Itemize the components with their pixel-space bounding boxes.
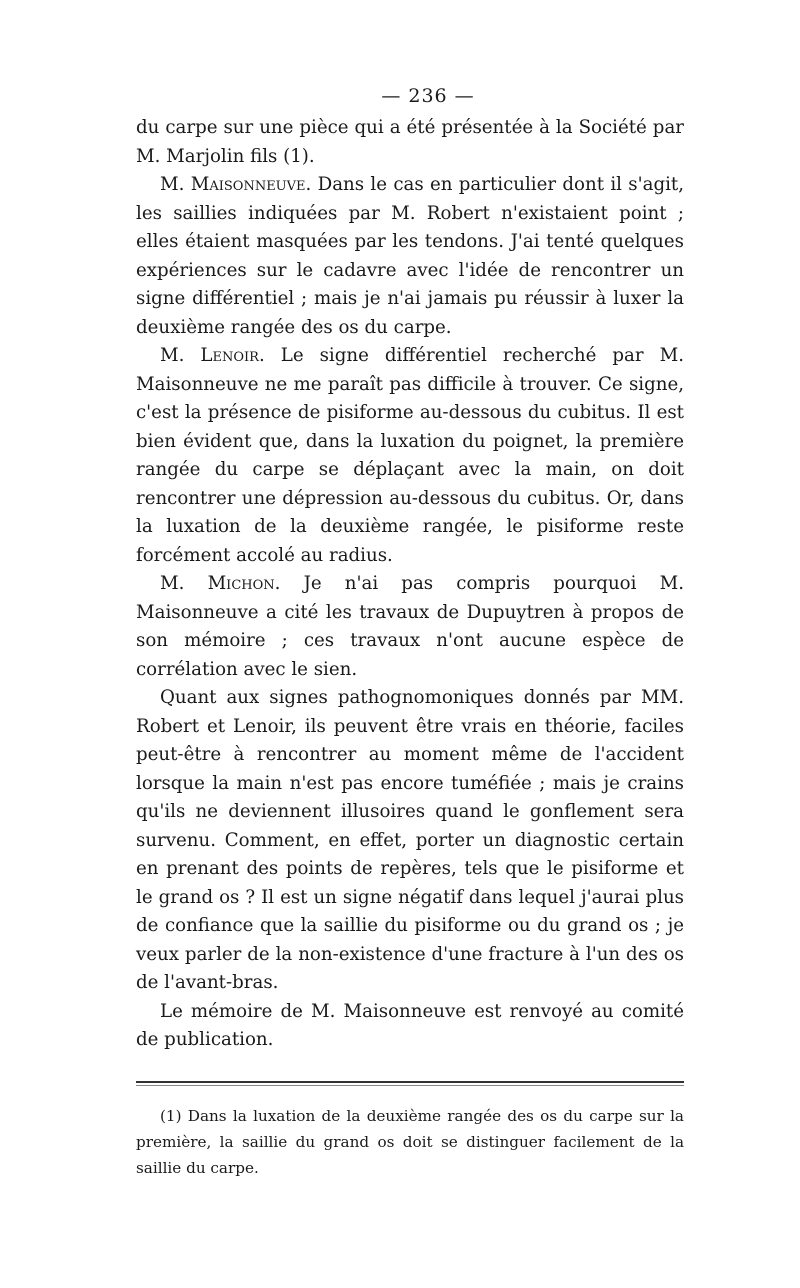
paragraph-text: Quant aux signes pathognomoniques donnés par MM. Robert et Lenoir, ils peuvent être vrais en théorie, faciles peut-être à rencontrer au moment même de l'accident lorsque la main n'est pas encore tuméfiée ; mais je crains qu'ils ne deviennent illusoires quand le gonflement sera survenu. Comment, en effet, porter un diagnostic certain en prenant des points de repères, tels que le pisiforme et le grand os ? Il est un signe négatif dans lequel j'aurai plus de confiance que la saillie du pisiforme ou du grand os ; je veux parler de la non-existence d'une fracture à l'un des os de l'avant-bras. [136, 687, 684, 993]
paragraph-michon [136, 570, 684, 684]
speaker-prefix: M. [160, 573, 208, 594]
paragraph-lenoir [136, 342, 684, 570]
page-number: — 236 — [381, 85, 475, 107]
paragraph-text: Dans le cas en particulier dont il s'agit, les saillies indiquées par M. Robert n'existaient point ; elles étaient masquées par les tendons. J'ai tenté quelques expériences sur le cadavre avec l'idée de rencontrer un signe différentiel ; mais je n'ai jamais pu réussir à luxer la deuxième rangée des os du carpe. [136, 174, 685, 338]
footnote-marker: (1) [160, 1106, 182, 1125]
speaker-prefix: M. [160, 174, 191, 195]
footnote-text: Dans la luxation de la deuxième rangée des os du carpe sur la première, la saillie du grand os doit se distinguer facilement de la saillie du carpe. [136, 1106, 684, 1177]
footnote-paragraph [136, 1103, 684, 1181]
footnote [136, 1103, 684, 1181]
document-page [136, 84, 684, 1181]
paragraph-continuation [136, 114, 684, 171]
paragraph-conclusion [136, 998, 684, 1055]
paragraph-text: du carpe sur une pièce qui a été présentée à la Société par M. Marjolin fils (1). [136, 117, 684, 167]
paragraph-text: Je n'ai pas compris pourquoi M. Maisonneuve a cité les travaux de Dupuytren à propos de son mémoire ; ces travaux n'ont aucune espèce de corrélation avec le sien. [136, 573, 684, 680]
footnote-divider [136, 1081, 684, 1083]
speaker-name: Maisonneuve. [190, 174, 312, 195]
paragraph-maisonneuve [136, 171, 684, 342]
paragraph-text: Le mémoire de M. Maisonneuve est renvoyé au comité de publication. [136, 1000, 684, 1050]
speaker-prefix: M. [160, 345, 201, 366]
paragraph-text: Le signe différentiel recherché par M. Maisonneuve ne me paraît pas difficile à trouver. Ce signe, c'est la présence de pisiforme au-dessous du cubitus. Il est bien évident que, dans la luxation du poignet, la première rangée du carpe se déplaçant avec la main, on doit rencontrer une dépression au-dessous du cubitus. Or, dans la luxation de la deuxième rangée, le pisiforme reste forcément accolé au radius. [136, 345, 684, 566]
speaker-name: Lenoir. [200, 345, 265, 366]
paragraph-michon-continued [136, 684, 684, 998]
body-text [136, 114, 684, 1055]
speaker-name: Michon. [207, 573, 281, 594]
